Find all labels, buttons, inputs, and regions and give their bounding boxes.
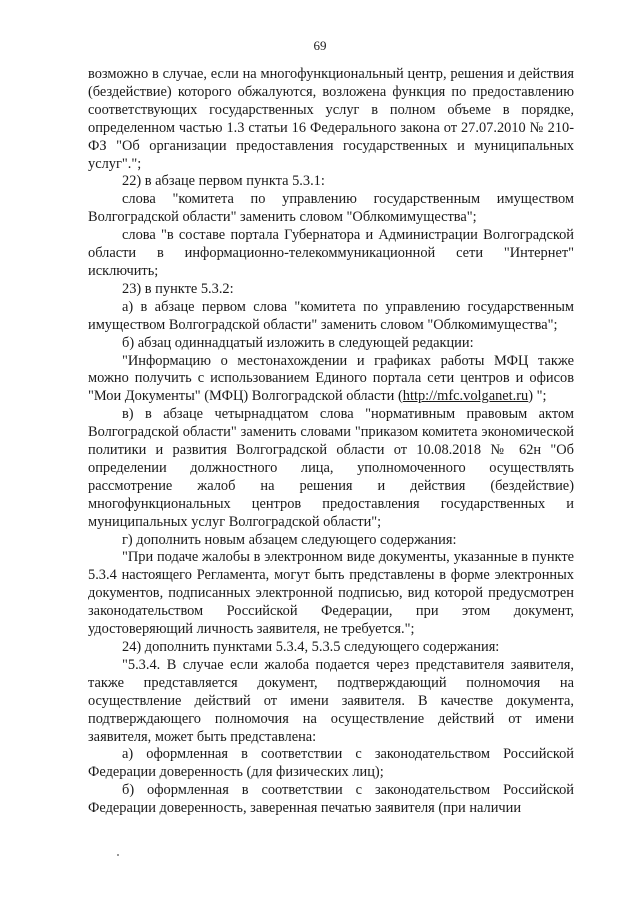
paragraph-item-23-a: а) в абзаце первом слова "комитета по управлению государственным имуществом Волгоградской области" заменить словом "Облкомимущества"; — [88, 298, 574, 333]
paragraph-item-22: 22) в абзаце первом пункта 5.3.1: — [122, 173, 325, 190]
document-body — [88, 66, 574, 818]
paragraph-item-23-b: б) абзац одиннадцатый изложить в следующей редакции: — [122, 334, 474, 351]
paragraph-item-22-words-2: слова "в составе портала Губернатора и Администрации Волгоградской области в информационно-телекоммуникационной сети "Интернет" исключить; — [88, 227, 574, 279]
paragraph-item-5-3-4-a: а) оформленная в соответствии с законодательством Российской Федерации доверенность (для физических лиц); — [88, 746, 574, 781]
paragraph-item-24: 24) дополнить пунктами 5.3.4, 5.3.5 следующего содержания: — [122, 639, 500, 655]
paragraph-item-5-3-4-b: б) оформленная в соответствии с законодательством Российской Федерации доверенность, заверенная печатью заявителя (при наличии — [88, 782, 574, 817]
paragraph-item-5-3-4: "5.3.4. В случае если жалоба подается через представителя заявителя, также представляется документ, подтверждающий полномочия на осуществление действий от имени заявителя. В качестве документа, подтверждающего полномочия на осуществление действий от имени заявителя, может быть представлена: — [88, 656, 574, 745]
paragraph-item-22-words-1: слова "комитета по управлению государственным имуществом Волгоградской области" заменить словом "Облкомимущества"; — [88, 191, 574, 226]
paragraph-item-23-g: г) дополнить новым абзацем следующего содержания: — [122, 531, 457, 548]
page-number: 69 — [313, 38, 327, 53]
quote-text-after-link: ) "; — [528, 388, 547, 405]
scan-speck — [117, 854, 119, 856]
paragraph-item-23-v: в) в абзаце четырнадцатом слова "нормативным правовым актом Волгоградской области" заменить словами "приказом комитета экономической политики и развития Волгоградской области от 10.08.2018 № 62н "Об определении должностного лица, уполномоченного осуществлять рассмотрение жалоб на решения и действия (бездействие) многофункциональных центров предоставления государственных и муниципальных услуг Волгоградской области"; — [88, 406, 574, 530]
paragraph-item-23-g-quote: "При подаче жалобы в электронном виде документы, указанные в пункте 5.3.4 настоящего Регламента, могут быть представлены в форме электронных документов, подписанных электронной подписью, вид которой предусмотрен законодательством Российской Федерации, при этом документ, удостоверяющий личность заявителя, не требуется."; — [88, 549, 574, 638]
mfc-website-link[interactable]: http://mfc.volganet.ru — [402, 388, 529, 405]
quote-text-before-link: "Информацию о местонахождении и графиках работы МФЦ также можно получить с использованием Единого портала сети центров и офисов "Мои Документы" (МФЦ) Волгоградской области ( — [88, 352, 574, 405]
paragraph-item-23: 23) в пункте 5.3.2: — [122, 280, 234, 297]
paragraph-intro: возможно в случае, если на многофункциональный центр, решения и действия (бездействие) которого обжалуются, возложена функция по предоставлению соответствующих государственных услуг в полном объеме в порядке, определенном частью 1.3 статьи 16 Федерального закона от 27.07.2010 № 210-ФЗ "Об организации предоставления государственных и муниципальных услуг"."; — [88, 66, 574, 172]
paragraph-item-23-b-quote — [88, 353, 574, 407]
